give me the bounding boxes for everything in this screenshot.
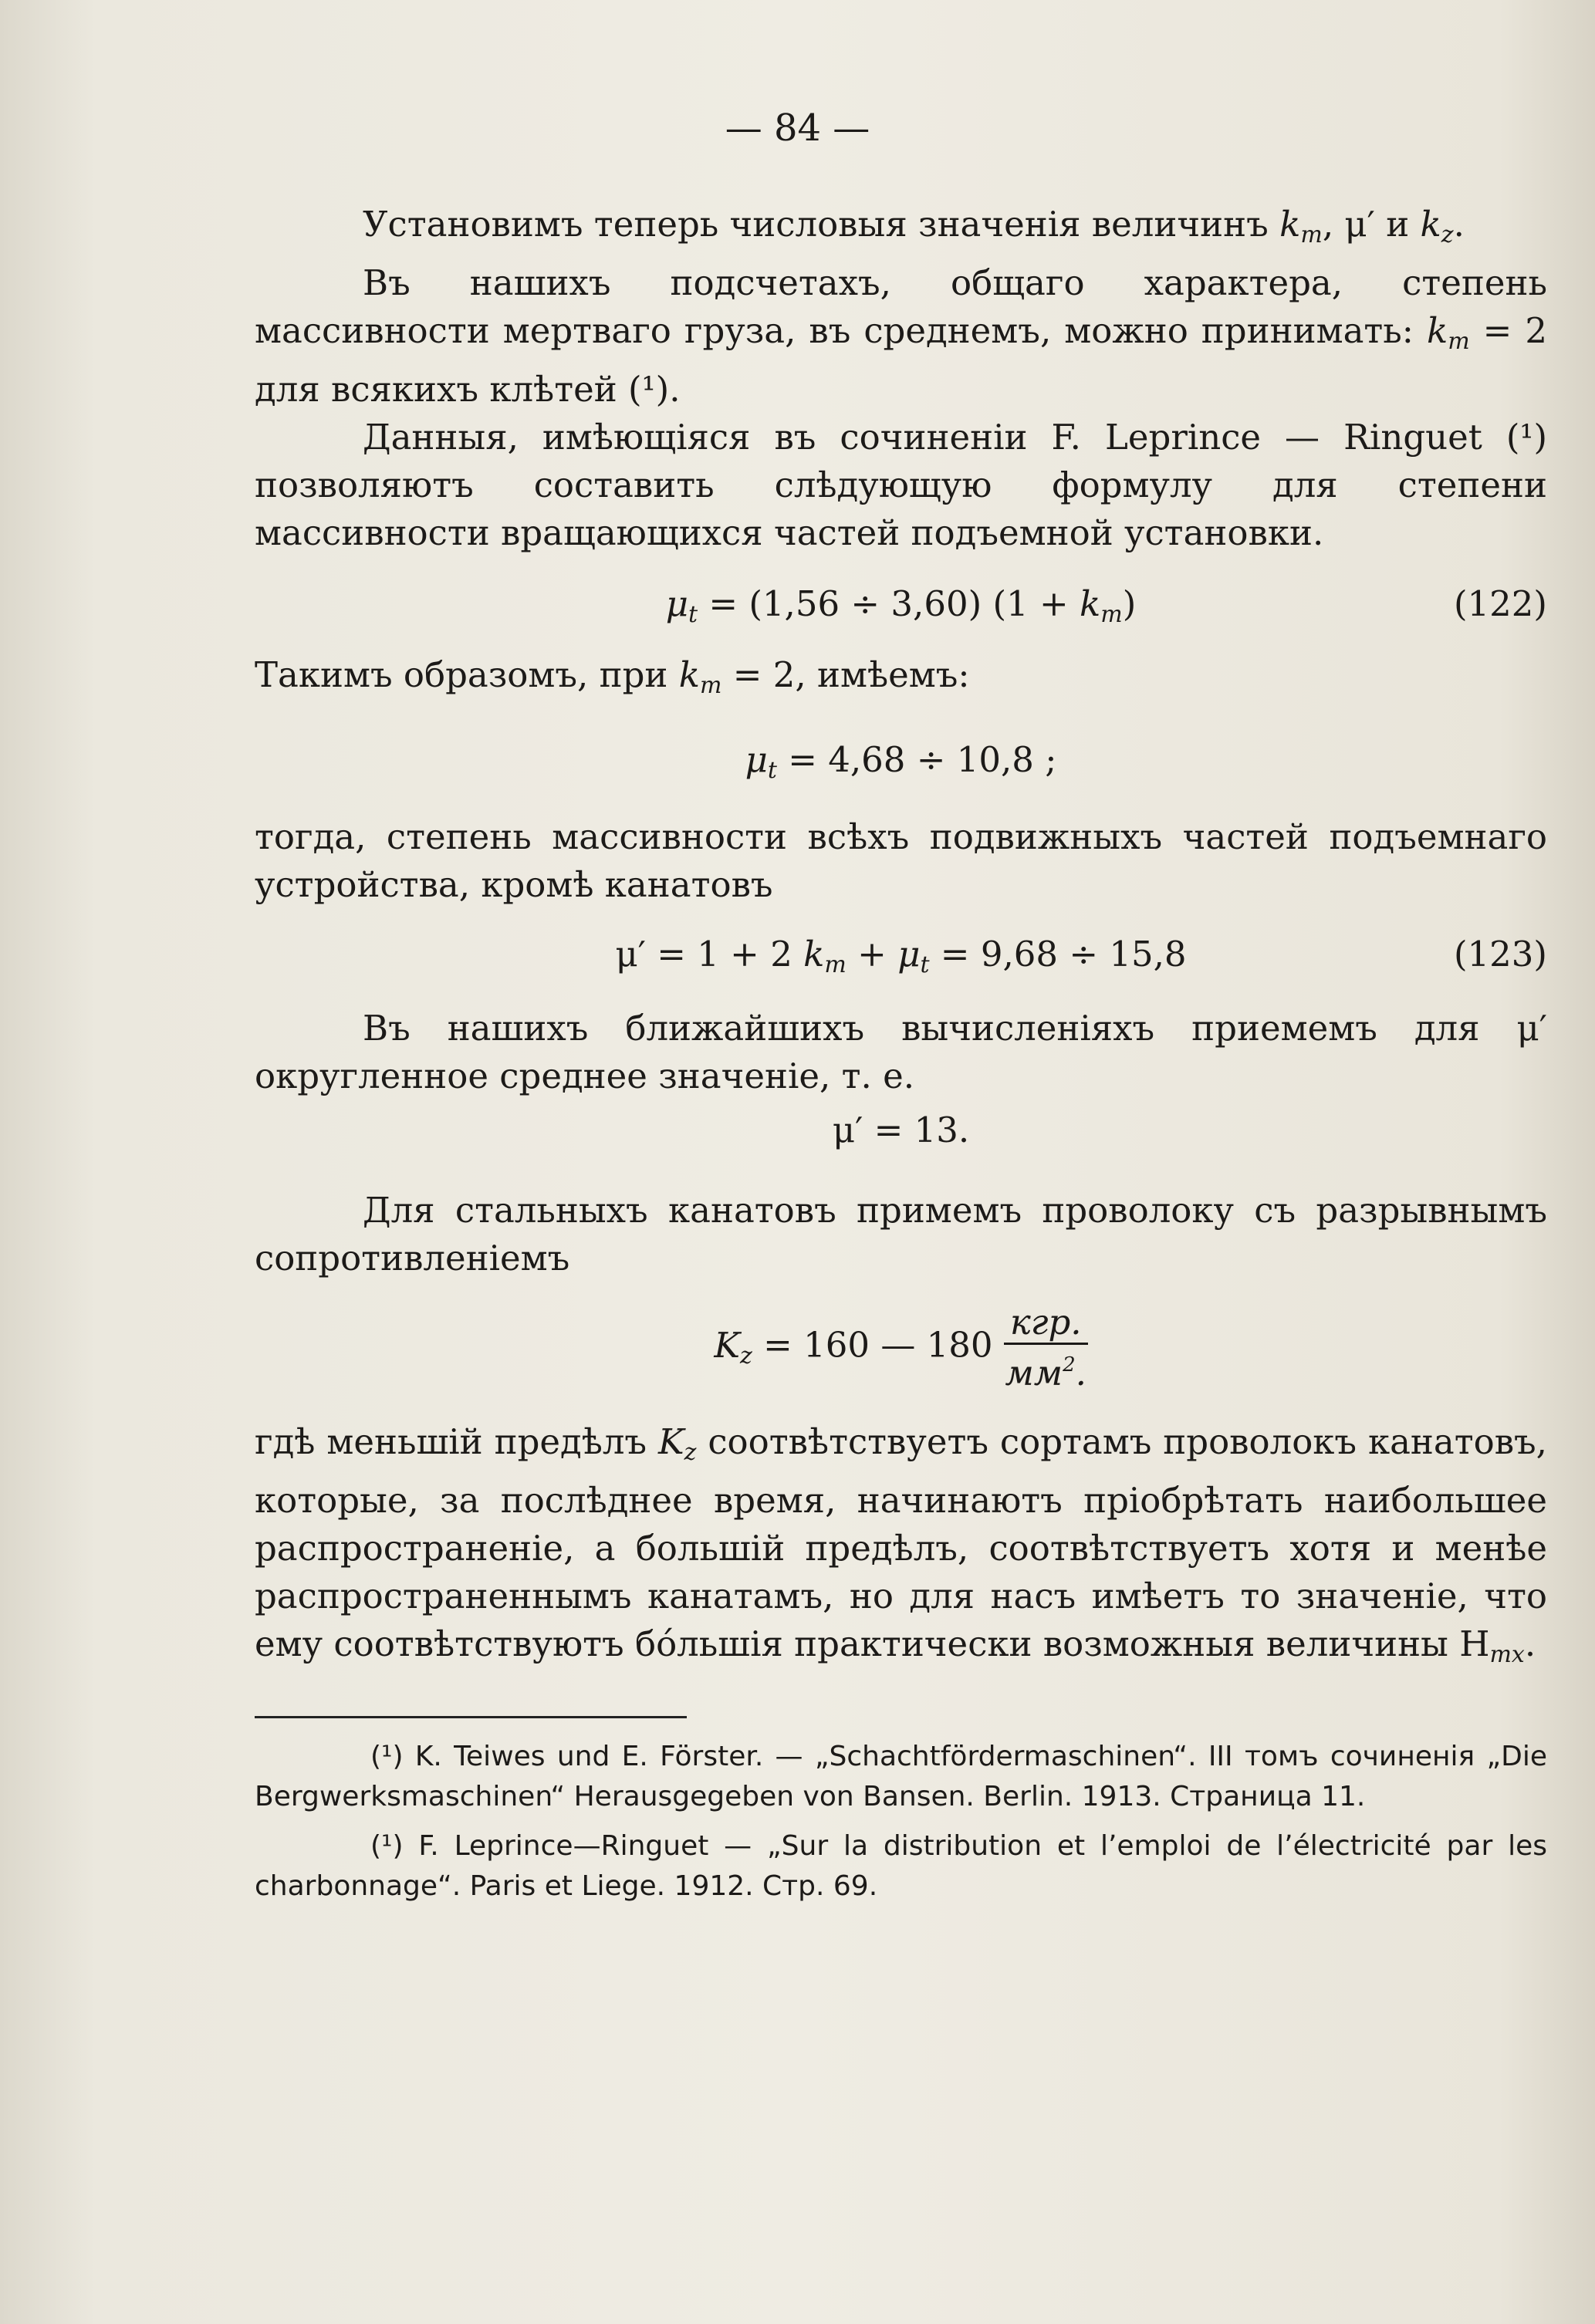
equation-mu-prime: μ′ = 13. <box>832 1110 970 1150</box>
equation-123: μ′ = 1 + 2 $k_m + \mu_t = 9,68 \div 15,8$ (123) <box>255 927 1547 981</box>
paragraph-6: Въ нашихъ ближайшихъ вычисленіяхъ приемемъ для μ′ округленное среднее значеніе, т. е. <box>255 1008 1547 1096</box>
equation-number-122: (122) <box>1453 583 1547 624</box>
paragraph-2: Въ нашихъ подсчетахъ, общаго характера, степень массивности мертваго груза, въ среднемъ, можно принимать: $k_m = 2$ для всякихъ клѣтей (¹). <box>255 262 1547 410</box>
equation-122: $\mu_t = (1,56 \div 3,60) (1 + k_m)$ (122) <box>255 577 1547 631</box>
footnote-2: (¹) F. Leprince—Ringuet — „Sur la distribution et l’emploi de l’électricité par les charbonnage“. Paris et Liege. 1912. Стр. 69. <box>255 1830 1547 1902</box>
paragraph-1: Установимъ теперь числовыя значенія величинъ $k_m$, μ′ и $k_z$. <box>363 204 1465 248</box>
footnote-ref-1: (¹) <box>628 369 670 410</box>
footnote-ref-2: (¹) <box>1505 417 1547 458</box>
paragraph-5: тогда, степень массивности всѣхъ подвижныхъ частей подъемнаго устройства, кромѣ канатовъ <box>255 816 1547 905</box>
equation-number-123: (123) <box>1453 934 1547 975</box>
equation-mu-t: $\mu_t = 4,68 \div 10,8$ ; <box>745 739 1057 784</box>
footnote-separator <box>255 1716 687 1718</box>
paragraph-7: Для стальныхъ канатовъ примемъ проволоку съ разрывнымъ сопротивленіемъ <box>255 1190 1547 1279</box>
paragraph-8: гдѣ меньшій предѣлъ $K_z$ соотвѣтствуетъ сортамъ проволокъ канатовъ, которые, за послѣднее время, начинаютъ пріобрѣтать наибольшее распространеніе, а большій предѣлъ, соотвѣтствуетъ хотя и менѣе распространеннымъ канатамъ, но для насъ имѣетъ то значеніе, что ему соотвѣтствуютъ бóльшія практически возможныя величины $H_{mx}$. <box>255 1421 1547 1668</box>
page-number: — 84 — <box>725 106 870 150</box>
paragraph-3: Данныя, имѣющіяся въ сочиненіи F. Leprince — Ringuet (¹) позволяютъ составить слѣдующую формулу для степени массивности вращающихся частей подъемной установки. <box>255 417 1547 553</box>
text-column <box>255 201 1547 1907</box>
paragraph-4: Такимъ образомъ, при $k_m = 2$, имѣемъ: <box>255 654 970 699</box>
equation-kz: $K_z = 160$ — 180 $\frac{\text{кгр.}}{мм^2.}$ <box>714 1302 1086 1393</box>
footnote-1: (¹) K. Teiwes und E. Förster. — „Schachtfördermaschinen“. III томъ сочиненія „Die Bergwerksmaschinen“ Herausgegeben von Bansen. Berlin. 1913. Страница 11. <box>255 1741 1548 1812</box>
fraction-kgr-mm2: $\frac{\text{кгр.}}{мм^2.}$ <box>1005 1302 1086 1393</box>
